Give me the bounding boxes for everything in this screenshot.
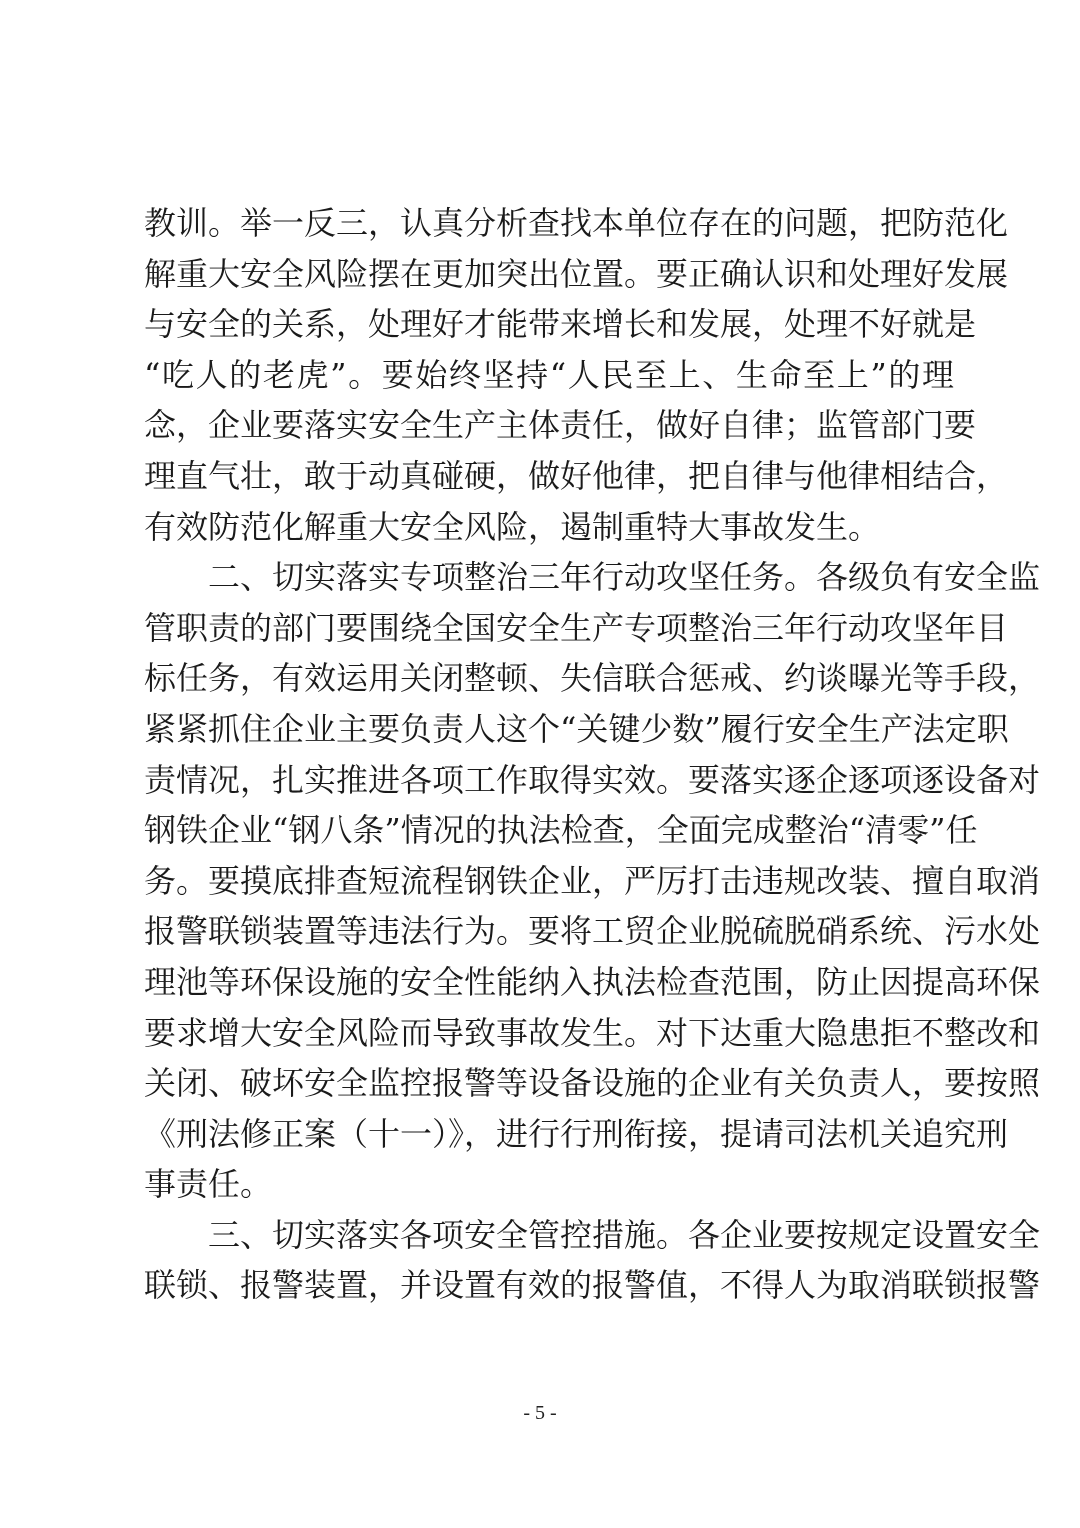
text-line: 紧紧抓住企业主要负责人这个“关键少数”履行安全生产法定职 [144, 709, 1009, 748]
text-line: 念，企业要落实安全生产主体责任，做好自律；监管部门要 [144, 406, 977, 445]
text-line: 标任务，有效运用关闭整顿、失信联合惩戒、约谈曝光等手段， [144, 659, 1041, 698]
text-line: 与安全的关系，处理好才能带来增长和发展，处理不好就是 [144, 305, 977, 344]
text-line: 钢铁企业“钢八条”情况的执法检查，全面完成整治“清零”任 [144, 811, 978, 850]
text-line: 要求增大安全风险而导致事故发生。对下达重大隐患拒不整改和 [144, 1013, 1041, 1052]
text-line: “吃人的老虎”。要始终坚持“人民至上、生命至上”的理 [144, 355, 954, 394]
section-heading-line: 三、切实落实各项安全管控措施。各企业要按规定设置安全 [208, 1215, 1041, 1254]
text-line: 《刑法修正案（十一）》，进行行刑衔接，提请司法机关追究刑 [144, 1114, 1009, 1153]
text-line: 有效防范化解重大安全风险，遏制重特大事故发生。 [144, 507, 881, 546]
text-line: 解重大安全风险摆在更加突出位置。要正确认识和处理好发展 [144, 254, 1009, 293]
text-line: 务。要摸底排查短流程钢铁企业，严厉打击违规改装、擅自取消 [144, 861, 1041, 900]
text-line: 管职责的部门要围绕全国安全生产专项整治三年行动攻坚年目 [144, 608, 1009, 647]
text-line: 教训。举一反三，认真分析查找本单位存在的问题，把防范化 [144, 204, 1009, 242]
text-line: 理直气壮，敢于动真碰硬，做好他律，把自律与他律相结合， [144, 456, 1009, 495]
text-line: 责情况，扎实推进各项工作取得实效。要落实逐企逐项逐设备对 [144, 760, 1041, 799]
text-line: 理池等环保设施的安全性能纳入执法检查范围，防止因提高环保 [144, 962, 1041, 1001]
text-line: 事责任。 [144, 1165, 273, 1204]
text-line: 关闭、破坏安全监控报警等设备设施的企业有关负责人，要按照 [144, 1064, 1041, 1103]
page-number: - 5 - [523, 1402, 557, 1424]
body-text [144, 198, 1041, 1311]
section-heading-line: 二、切实落实专项整治三年行动攻坚任务。各级负有安全监 [208, 558, 1041, 597]
text-line: 报警联锁装置等违法行为。要将工贸企业脱硫脱硝系统、污水处 [144, 912, 1041, 951]
text-line: 联锁、报警装置，并设置有效的报警值，不得人为取消联锁报警 [144, 1266, 1041, 1305]
